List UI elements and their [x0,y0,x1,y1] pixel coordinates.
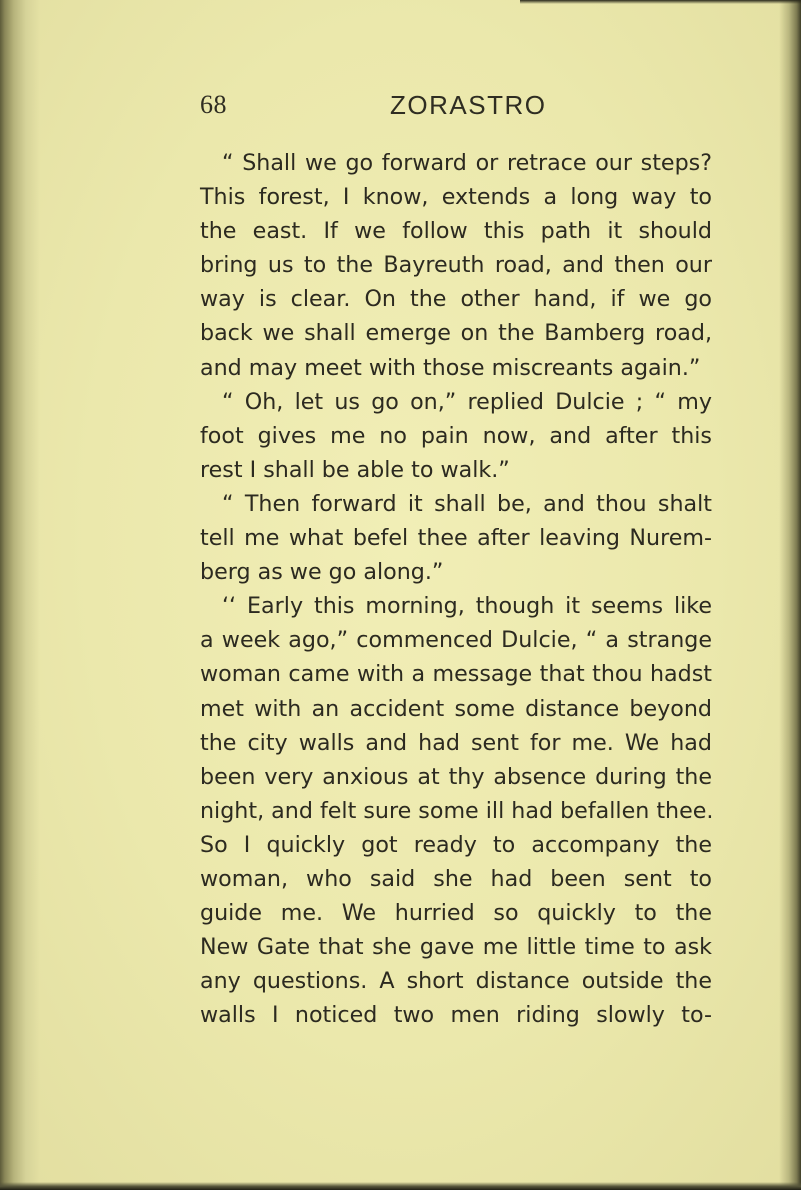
text-line: tell me what befel thee after leaving Nurem- [200,525,712,552]
text-line: met with an accident some distance beyond [200,695,712,722]
text-line: ‘‘ Early this morning, though it seems like [222,593,712,620]
text-line: back we shall emerge on the Bamberg road, [200,320,712,347]
text-line: night, and felt sure some ill had befallen thee. [200,797,714,824]
page-header [0,90,801,126]
text-line: woman, who said she had been sent to [200,865,712,892]
text-line: So I quickly got ready to accompany the [200,831,712,858]
top-edge-shadow [520,0,801,4]
text-line: woman came with a message that thou hadst [200,661,712,688]
page-number: 68 [200,90,227,119]
binding-shadow [0,0,40,1190]
text-line: rest I shall be able to walk.” [200,456,510,483]
text-line: the city walls and had sent for me. We had [200,729,712,756]
text-line: “ Oh, let us go on,” replied Dulcie ; “ my [222,388,712,415]
text-line: been very anxious at thy absence during the [200,763,712,790]
bottom-edge-shadow [0,1182,801,1190]
text-line: “ Then forward it shall be, and thou shalt [222,490,712,517]
text-line: a week ago,” commenced Dulcie, “ a strange [200,627,712,654]
text-line: foot gives me no pain now, and after this [200,422,712,449]
text-line: This forest, I know, extends a long way to [200,184,712,211]
text-line: and may meet with those miscreants again.” [200,354,701,381]
text-line: walls I noticed two men riding slowly to- [200,1002,712,1029]
page-edge-shadow [779,0,801,1190]
body-text [200,146,712,1032]
text-line: any questions. A short distance outside the [200,968,712,995]
text-line: New Gate that she gave me little time to ask [200,934,712,961]
text-line: way is clear. On the other hand, if we go [200,286,712,313]
text-line: berg as we go along.” [200,559,444,586]
running-head: ZORASTRO [390,90,547,120]
text-line: “ Shall we go forward or retrace our steps? [222,150,712,176]
text-line: guide me. We hurried so quickly to the [200,900,712,927]
text-line: bring us to the Bayreuth road, and then our [200,252,712,279]
text-line: the east. If we follow this path it should [200,218,712,245]
